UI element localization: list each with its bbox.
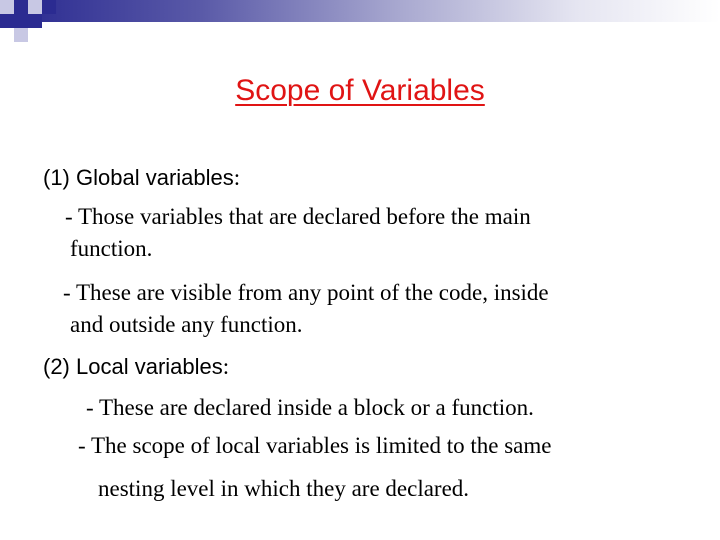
body-line: - These are visible from any point of the code, inside — [63, 280, 549, 305]
section-heading-global — [43, 164, 240, 192]
body-line: nesting level in which they are declared. — [98, 476, 470, 501]
section-heading-local — [43, 353, 229, 381]
heading-colon: : — [233, 165, 241, 190]
body-line: - These are declared inside a block or a function. — [86, 395, 534, 420]
body-line: - Those variables that are declared before the main — [65, 204, 531, 229]
heading-text: (1) Global variables — [43, 165, 234, 190]
heading-text: (2) Local variables — [43, 354, 223, 379]
slide-title: Scope of Variables — [235, 74, 485, 107]
body-line: - The scope of local variables is limited to the same — [78, 433, 552, 458]
body-line: function. — [70, 236, 153, 261]
heading-colon: : — [222, 354, 230, 379]
body-line: and outside any function. — [70, 312, 303, 337]
